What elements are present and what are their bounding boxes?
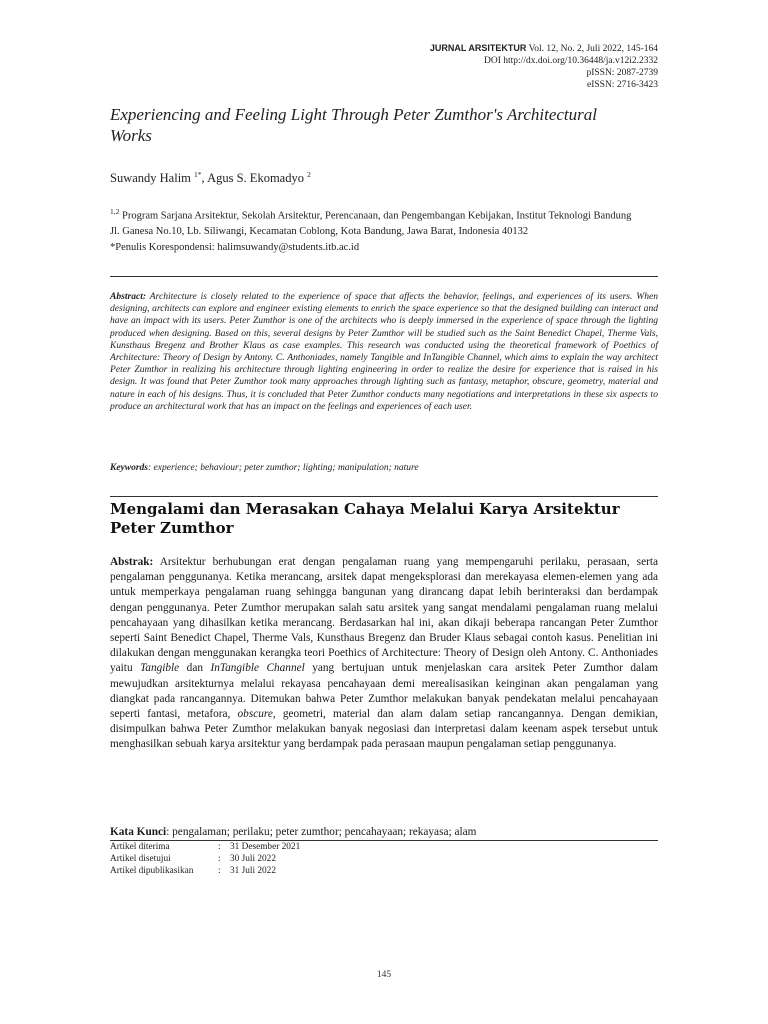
author-1-mark: 1* [194, 170, 202, 179]
kata-kunci-label: Kata Kunci [110, 826, 167, 838]
date-row-accepted: Artikel disetujui : 30 Juli 2022 [110, 854, 276, 864]
paper-title-indonesian: Mengalami dan Merasakan Cahaya Melalui Karya Arsitektur Peter Zumthor [110, 500, 620, 537]
abstrak-intangible: InTangible Channel [210, 662, 305, 675]
journal-name: JURNAL ARSITEKTUR [429, 43, 527, 53]
keywords-label: Keywords [110, 463, 148, 473]
keywords-text: : experience; behaviour; peter zumthor; lighting; manipulation; nature [148, 463, 419, 473]
date-label: Artikel dipublikasikan [110, 866, 194, 876]
abstract-english [110, 291, 658, 413]
keywords-indonesian [110, 826, 476, 838]
abstrak-text-3: yang bertujuan untuk menjelaskan cara arsitek Peter Zumthor dalam mewujudkan arsitekturnya melalui rekayasa pencahayaan demi merealisasikan keinginan akan pengalaman yang diangkat pada rancangannya. Ditemukan bahwa Peter Zumthor melakukan banyak pendekatan melalui pencahayaan seperti fantasi, metafora, [110, 662, 659, 721]
date-row-published: Artikel dipublikasikan : 31 Juli 2022 [110, 866, 276, 876]
date-label: Artikel disetujui [110, 854, 171, 864]
abstract-indonesian [110, 555, 658, 753]
abstrak-label: Abstrak: [110, 556, 154, 568]
article-dates [110, 841, 300, 877]
divider-middle [110, 496, 658, 497]
journal-header [430, 42, 658, 91]
author-list [110, 170, 311, 186]
abstract-english-text: Architecture is closely related to the experience of space that affects the behavior, feelings, and experiences of its users. When designing, architects can explore and engineer existing elements to enrich the space experience so that the designed building can interact and have an impact with its users. Peter Zumthor is one of the architects who is deeply immersed in the experience of space through the lighting produced when designing. Based on this, several designs by Peter Zumthor will be studied such as the Saint Benedict Chapel, Therme Vals, Kunsthaus Bregenz and Brother Klaus as case examples. This research was conducted using the theoretical framework of Poethics of Architecture: Theory of Design by Antony. C. Anthoniades, namely Tangible and InTangible Channel, which aims to explain the way architect Peter Zumthor in realizing his architecture through lighting engineering in order to realize the desire for experience that is raised in his design. It was found that Peter Zumthor took many approaches through lighting such as fantasy, metaphor, obscure, geometry, material and nature in each of his designs. Thus, it is concluded that Peter Zumthor conducts many negotiations and interpretations in these six aspects to produce an architectural work that has an impact on the feelings and experiences of each user. [110, 291, 658, 412]
abstrak-text-1: Arsitektur berhubungan erat dengan pengalaman ruang yang mempengaruhi perilaku, perasaan, serta pengalaman penggunanya. Ketika merancang, arsitek dapat mengeksplorasi dan merekayasa elemen-elemen yang ada untuk memperkaya pengalaman ruang sehingga bangunan yang dirancang dapat lebih berinteraksi dan berdampak dengan penggunanya. Peter Zumthor merupakan salah satu arsitek yang sangat mendalami pengalaman ruang melalui pencahayaan yang dihasilkan ketika merancang. Berdasarkan hal ini, akan dikaji beberapa rancangan Peter Zumthor seperti Saint Benedict Chapel, Therme Vals, Kunsthaus Bregenz dan Bruder Klaus sebagai contoh kasus. Penelitian ini dilakukan dengan menggunakan kerangka teori Poethics of Architecture: Theory of Design oleh Antony. C. Anthoniades yaitu [110, 556, 658, 675]
abstrak-obscure: obscure [237, 708, 273, 721]
affiliation-address: Jl. Ganesa No.10, Lb. Siliwangi, Kecamatan Coblong, Kota Bandung, Jawa Barat, Indonesia 40132 [110, 226, 529, 237]
author-1: Suwandy Halim [110, 171, 195, 186]
page-number: 145 [376, 970, 392, 980]
abstract-english-label: Abstract: [110, 291, 147, 302]
divider-top [110, 276, 658, 277]
paper-title-english: Experiencing and Feeling Light Through Peter Zumthor's Architectural Works [110, 105, 597, 145]
abstrak-text-4: , geometri, material dan alam dalam setiap rancangannya. Dengan demikian, disimpulkan bahwa Peter Zumthor melakukan banyak negosiasi dan interpretasi dalam keenam aspek tersebut untuk menghasilkan sebuah karya arsitektur yang berdampak pada perasaan maupun pengalaman setiap penggunanya. [110, 708, 658, 751]
abstrak-tangible: Tangible [140, 662, 180, 675]
journal-volume: Vol. 12, No. 2, Juli 2022, 145-164 [526, 44, 658, 54]
journal-pissn: pISSN: 2087-2739 [586, 68, 658, 78]
abstrak-text-2: dan [179, 662, 211, 675]
affiliation-institution: Program Sarjana Arsitektur, Sekolah Arsitektur, Perencanaan, dan Pengembangan Kebijakan, Institut Teknologi Bandung [119, 210, 632, 222]
keywords-english [110, 463, 658, 473]
journal-doi: DOI http://dx.doi.org/10.36448/ja.v12i2.2332 [484, 56, 658, 66]
author-separator: , [201, 171, 208, 186]
journal-volume-line [430, 42, 658, 55]
kata-kunci-text: : pengalaman; perilaku; peter zumthor; pencahayaan; rekayasa; alam [166, 826, 477, 838]
date-value: 31 Desember 2021 [230, 842, 301, 852]
author-2-mark: 2 [307, 170, 311, 179]
corresponding-author: *Penulis Korespondensi: halimsuwandy@students.itb.ac.id [110, 241, 360, 253]
journal-eissn: eISSN: 2716-3423 [587, 80, 658, 90]
author-2: Agus S. Ekomadyo [207, 171, 308, 186]
affiliation-block [110, 204, 670, 255]
date-row-received: Artikel diterima : 31 Desember 2021 [110, 842, 301, 852]
date-label: Artikel diterima [110, 842, 170, 852]
affiliation-mark: 1,2 [110, 207, 120, 216]
date-value: 30 Juli 2022 [230, 854, 276, 864]
date-value: 31 Juli 2022 [230, 866, 276, 876]
affiliation-institution-line [110, 204, 670, 224]
